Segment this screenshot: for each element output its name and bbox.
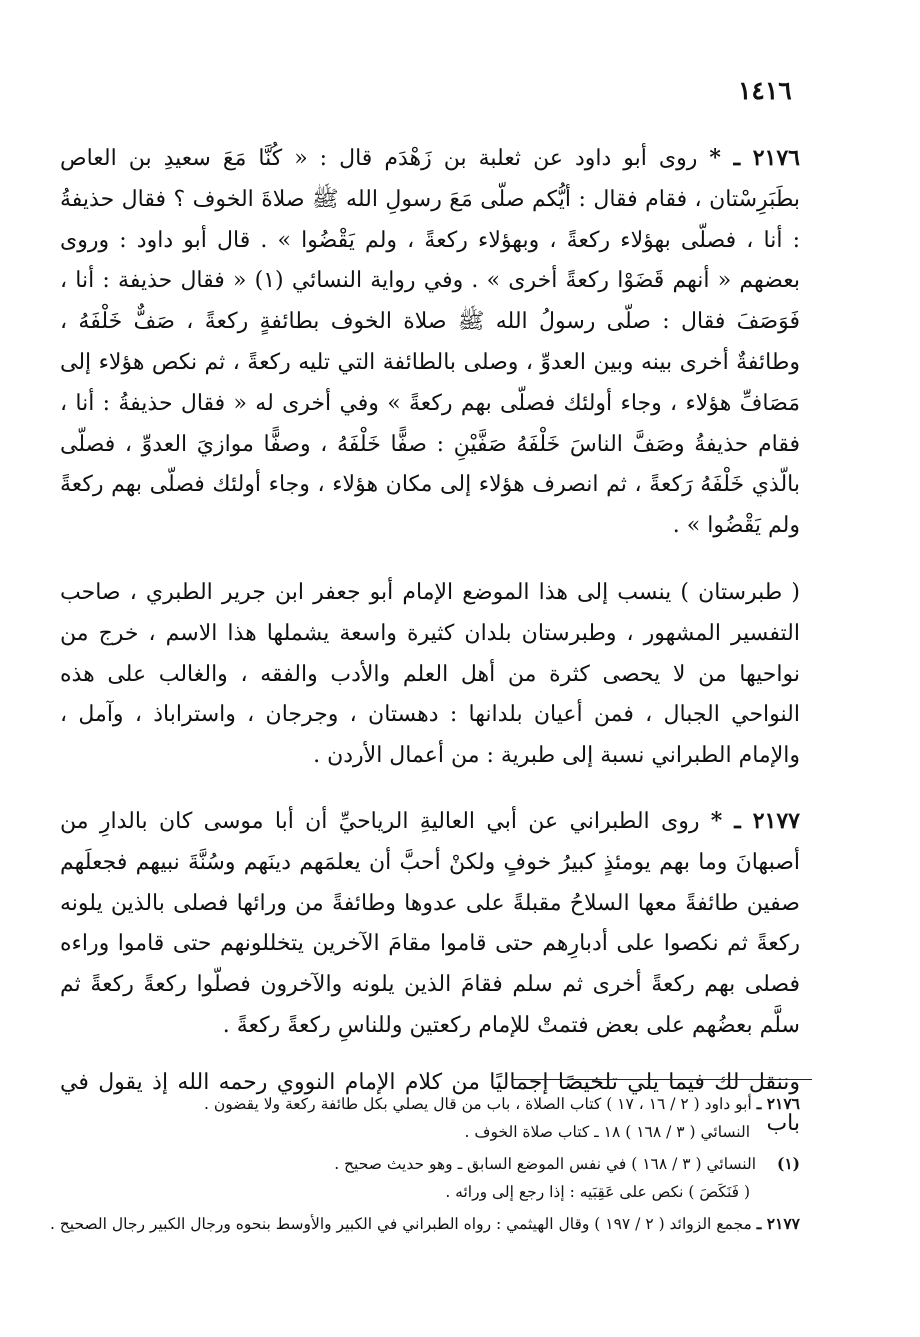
footnote-line	[60, 1179, 800, 1207]
paragraph-text: وننقل لك فيما يلي تلخيصًا إجماليًا من كلام الإمام النووي رحمه الله إذ يقول في باب	[60, 1069, 800, 1136]
footnote-line	[60, 1119, 800, 1147]
footnote-line	[60, 1150, 800, 1179]
footnote-text: النسائي ( ٣ / ١٦٨ ) في نفس الموضع السابق ـ وهو حديث صحيح .	[334, 1155, 756, 1173]
paragraph-hadith-2177	[60, 801, 800, 1047]
footnote-mark: (١)	[776, 1154, 800, 1173]
footnote-text: مجمع الزوائد ( ٢ / ١٩٧ ) وقال الهيثمي : رواه الطبراني في الكبير والأوسط بنحوه ورجال الكبير رجال الصحيح .	[49, 1215, 752, 1233]
paragraph-hadith-2176	[60, 138, 800, 547]
paragraph-text: روى الطبراني عن أبي العاليةِ الرياحيِّ أن أبا موسى كان بالدارِ من أصبهانَ وما بهم يومئذٍ كبيرُ خوفٍ ولكنْ أحبَّ أن يعلمَهم دينَهم وسُنَّةَ نبيهم فجعلَهم صفين طائفةً معها السلاحُ مقبلةً على عدوها وطائفةً من ورائها فصلى بالذين يلونه ركعةً ثم نكصوا على أدبارِهم حتى قاموا مقامَ الآخرين يتخللونهم حتى قاموا وراءه فصلى بهم ركعةً أخرى ثم سلم فقامَ الذين يلونه والآخرون فصلّوا ركعةً ركعةً ثم سلَّم بعضُهم على بعض فتمتْ للإمام ركعتين وللناسِ ركعةً ركعةً .	[60, 808, 800, 1038]
footnotes	[49, 1090, 800, 1239]
footnote-line	[49, 1210, 800, 1239]
footnote-mark: ٢١٧٦ ـ	[756, 1094, 800, 1113]
hadith-number: ٢١٧٦ ـ *	[709, 145, 800, 171]
main-text	[60, 138, 800, 1144]
footnote-text: ( فَنَكَصَ ) نكص على عَقِبَيه : إذا رجع إلى ورائه .	[445, 1182, 750, 1201]
page-number: ١٤١٦	[738, 76, 792, 105]
footnote-mark: ٢١٧٧ ـ	[756, 1214, 800, 1233]
paragraph-text: روى أبو داود عن ثعلبة بن زَهْدَم قال : « كُنَّا مَعَ سعيدِ بن العاص بطَبَرِسْتان ، فقام فقال : أيُّكم صلّى مَعَ رسولِ الله ﷺ صلاةَ الخوف ؟ فقال حذيفةُ : أنا ، فصلّى بهؤلاء ركعةً ، وبهؤلاء ركعةً ، ولم يَقْضُوا » . قال أبو داود : وروى بعضهم « أنهم قَضَوْا ركعةً أخرى » . وفي رواية النسائي (١) « فقال حذيفة : أنا ، فَوَصَفَ فقال : صلّى رسولُ الله ﷺ صلاة الخوف بطائفةٍ ركعةً ، صَفٌّ خَلْفَهُ ، وطائفةٌ أخرى بينه وبين العدوِّ ، وصلى بالطائفة التي تليه ركعةً ، ثم نكص هؤلاء إلى مَصَافِّ هؤلاء ، وجاء أولئك فصلّى بهم ركعةً » وفي أخرى له « فقال حذيفةُ : أنا ، فقام حذيفةُ وصَفَّ الناسَ خَلْفَهُ صَفَّيْنِ : صفًّا خَلْفَهُ ، وصفًّا موازيَ العدوِّ ، فصلّى بالّذي خَلْفَهُ رَكعةً ، ثم انصرف هؤلاء إلى مكان هؤلاء ، وجاء أولئك فصلّى بهم ركعةً ولم يَقْضُوا » .	[60, 146, 800, 539]
paragraph-tabaristan-note	[60, 573, 800, 777]
paragraph-text: ( طبرستان ) ينسب إلى هذا الموضع الإمام أبو جعفر ابن جرير الطبري ، صاحب التفسير المشهور ، وطبرستان بلدان كثيرة واسعة يشملها هذا الاسم ، خرج من نواحيها من لا يحصى كثرة من أهل العلم والأدب والفقه ، والغالب على هذه النواحي الجبال ، فمن أعيان بلدانها : دهستان ، وجرجان ، واستراباذ ، وآمل ، والإمام الطبراني نسبة إلى طبرية : من أعمال الأردن .	[60, 579, 800, 769]
hadith-number: ٢١٧٧ ـ *	[710, 807, 800, 834]
footnote-text: النسائي ( ٣ / ١٦٨ ) ١٨ ـ كتاب صلاة الخوف .	[464, 1122, 750, 1141]
footnote-divider	[512, 1079, 812, 1080]
footnote-text: أبو داود ( ٢ / ١٦ ، ١٧ ) كتاب الصلاة ، باب من قال يصلي بكل طائفة ركعة ولا يقضون .	[203, 1095, 752, 1113]
footnote-line	[60, 1090, 800, 1119]
